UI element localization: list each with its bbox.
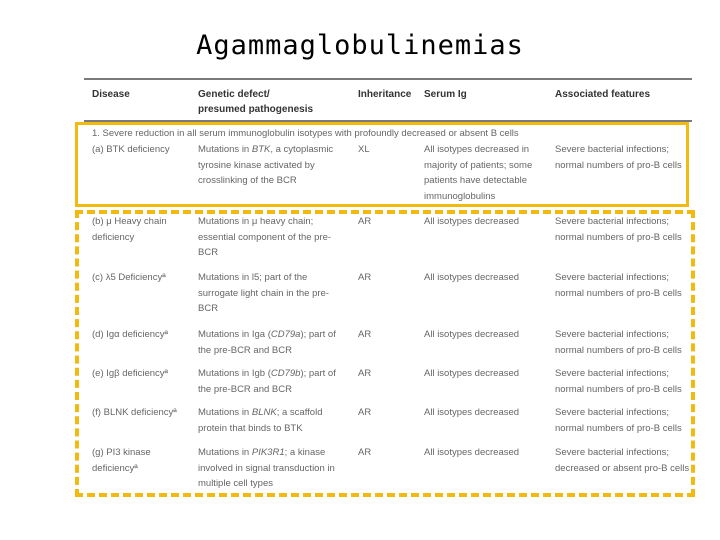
cell-serum-ig: All isotypes decreased — [424, 329, 520, 340]
cell-disease: (c) λ5 Deficiencyª — [92, 272, 166, 283]
cell-serum-ig: All isotypes decreased — [424, 447, 520, 458]
table-body — [84, 0, 692, 540]
slide-title: Agammaglobulinemias — [196, 30, 524, 61]
cell-disease: (b) μ Heavy chain deficiency — [92, 216, 167, 243]
cell-serum-ig: All isotypes decreased in majority of patients; some patients have detectable immunoglobulins — [424, 144, 533, 202]
cell-inheritance: XL — [358, 144, 370, 155]
cell-inheritance: AR — [358, 216, 372, 227]
cell-associated-features: Severe bacterial infections; normal numbers of pro-B cells — [555, 272, 682, 299]
cell-disease: (f) BLNK deficiencyª — [92, 407, 177, 418]
cell-inheritance: AR — [358, 272, 372, 283]
cell-inheritance: AR — [358, 368, 372, 379]
section-heading: 1. Severe reduction in all serum immunoglobulin isotypes with profoundly decreased or absent B cells — [92, 128, 519, 139]
cell-serum-ig: All isotypes decreased — [424, 368, 520, 379]
cell-associated-features: Severe bacterial infections; normal numbers of pro-B cells — [555, 368, 682, 395]
cell-genetic-defect: Mutations in μ heavy chain; essential component of the pre-BCR — [198, 216, 332, 258]
header-serum-ig: Serum Ig — [424, 89, 467, 100]
cell-genetic-defect: Mutations in Iga (CD79a); part of the pre-BCR and BCR — [198, 329, 336, 356]
cell-genetic-defect: Mutations in l5; part of the surrogate light chain in the pre-BCR — [198, 272, 329, 314]
cell-serum-ig: All isotypes decreased — [424, 272, 520, 283]
header-associated-features: Associated features — [555, 89, 651, 100]
cell-disease: (d) Igα deficiencyª — [92, 329, 169, 340]
cell-disease: (g) PI3 kinase deficiencyª — [92, 447, 151, 474]
cell-associated-features: Severe bacterial infections; normal numbers of pro-B cells — [555, 329, 682, 356]
cell-serum-ig: All isotypes decreased — [424, 407, 520, 418]
cell-associated-features: Severe bacterial infections; decreased or absent pro-B cells — [555, 447, 690, 474]
cell-associated-features: Severe bacterial infections; normal numbers of pro-B cells — [555, 407, 682, 434]
header-inheritance: Inheritance — [358, 89, 412, 100]
cell-inheritance: AR — [358, 407, 372, 418]
cell-serum-ig: All isotypes decreased — [424, 216, 520, 227]
cell-genetic-defect: Mutations in PIK3R1; a kinase involved in signal transduction in multiple cell types — [198, 447, 335, 489]
header-disease: Disease — [92, 89, 130, 100]
cell-genetic-defect: Mutations in BTK, a cytoplasmic tyrosine kinase activated by crosslinking of the BCR — [198, 144, 334, 186]
cell-associated-features: Severe bacterial infections; normal numbers of pro-B cells — [555, 216, 682, 243]
cell-disease: (a) BTK deficiency — [92, 144, 170, 155]
cell-inheritance: AR — [358, 329, 372, 340]
header-genetic-line2: presumed pathogenesis — [198, 104, 314, 115]
cell-disease: (e) Igβ deficiencyª — [92, 368, 169, 379]
cell-inheritance: AR — [358, 447, 372, 458]
cell-genetic-defect: Mutations in BLNK; a scaffold protein that binds to BTK — [198, 407, 323, 434]
cell-associated-features: Severe bacterial infections; normal numbers of pro-B cells — [555, 144, 682, 171]
header-genetic-line1: Genetic defect/ — [198, 89, 270, 100]
cell-genetic-defect: Mutations in Igb (CD79b); part of the pre-BCR and BCR — [198, 368, 336, 395]
